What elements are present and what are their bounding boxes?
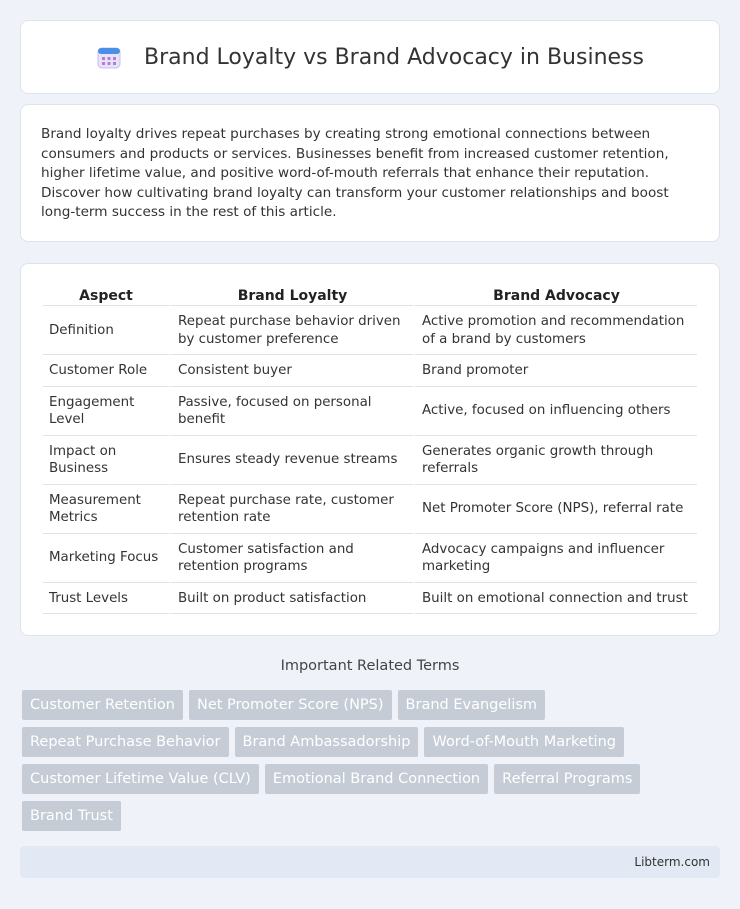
comparison-table-card [20,263,720,636]
related-term-tag[interactable]: Referral Programs [494,764,640,794]
related-term-tag[interactable]: Customer Lifetime Value (CLV) [22,764,259,794]
table-row [43,534,697,583]
table-cell: Repeat purchase rate, customer retention rate [169,485,413,534]
table-cell: Customer Role [43,355,169,387]
footer-site-link[interactable]: Libterm.com [634,855,710,869]
table-cell: Passive, focused on personal benefit [169,387,413,436]
table-cell: Definition [43,306,169,355]
related-term-tag[interactable]: Brand Evangelism [398,690,545,720]
related-term-tag[interactable]: Word-of-Mouth Marketing [424,727,624,757]
table-cell: Consistent buyer [169,355,413,387]
table-cell: Repeat purchase behavior driven by customer preference [169,306,413,355]
table-row [43,436,697,485]
table-cell: Engagement Level [43,387,169,436]
table-cell: Measurement Metrics [43,485,169,534]
related-term-tag[interactable]: Repeat Purchase Behavior [22,727,229,757]
related-term-tag[interactable]: Brand Trust [22,801,121,831]
table-cell: Active, focused on influencing others [413,387,697,436]
table-cell: Generates organic growth through referrals [413,436,697,485]
related-term-tag[interactable]: Brand Ambassadorship [235,727,419,757]
related-terms-title: Important Related Terms [280,658,460,674]
page-title: Brand Loyalty vs Brand Advocacy in Business [144,44,644,70]
footer [20,846,720,878]
table-row [43,485,697,534]
table-cell: Marketing Focus [43,534,169,583]
table-cell: Ensures steady revenue streams [169,436,413,485]
table-row [43,583,697,615]
calendar-icon [96,44,122,70]
intro-card [20,104,720,242]
table-cell: Active promotion and recommendation of a brand by customers [413,306,697,355]
table-cell: Customer satisfaction and retention programs [169,534,413,583]
related-term-tag[interactable]: Emotional Brand Connection [265,764,488,794]
intro-paragraph: Brand loyalty drives repeat purchases by creating strong emotional connections between consumers and products or services. Businesses benefit from increased customer retention, higher lifetime value, and positive word-of-mouth referrals that enhance their reputation. Discover how cultivating brand loyalty can transform your customer relationships and boost long-term success in the rest of this article. [41,126,669,220]
related-terms-list [22,690,722,831]
table-row [43,387,697,436]
title-card [20,20,720,94]
table-cell: Brand promoter [413,355,697,387]
table-cell: Built on emotional connection and trust [413,583,697,615]
comparison-table [43,284,697,614]
related-term-tag[interactable]: Customer Retention [22,690,183,720]
table-cell: Advocacy campaigns and influencer marketing [413,534,697,583]
column-header-brand-loyalty: Brand Loyalty [169,284,413,306]
table-cell: Built on product satisfaction [169,583,413,615]
table-cell: Impact on Business [43,436,169,485]
table-row [43,355,697,387]
column-header-brand-advocacy: Brand Advocacy [413,284,697,306]
related-term-tag[interactable]: Net Promoter Score (NPS) [189,690,392,720]
table-cell: Net Promoter Score (NPS), referral rate [413,485,697,534]
table-row [43,306,697,355]
column-header-aspect: Aspect [43,284,169,306]
table-header-row [43,284,697,306]
table-cell: Trust Levels [43,583,169,615]
